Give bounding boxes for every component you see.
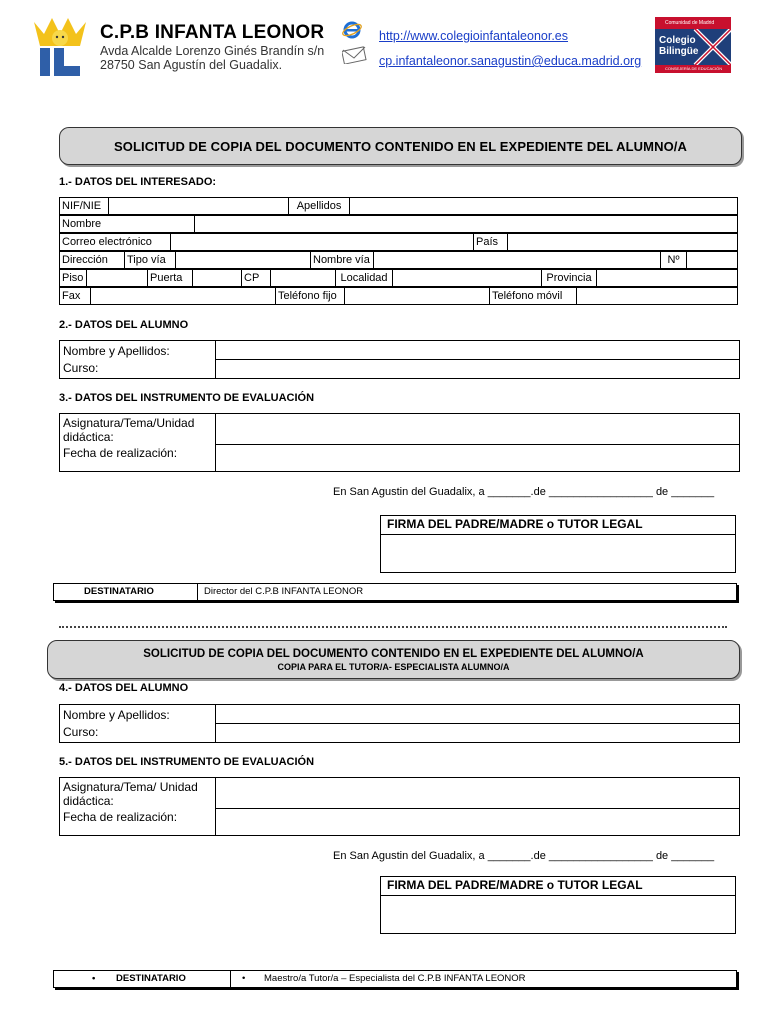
- apellidos-field[interactable]: [349, 198, 737, 215]
- fax-field[interactable]: [91, 288, 276, 305]
- firma-box: [380, 515, 736, 573]
- firma-box-2: [380, 876, 736, 934]
- firma-signature-area[interactable]: [381, 535, 735, 572]
- piso-field[interactable]: [87, 270, 148, 287]
- destinatario-value: Director del C.P.B INFANTA LEONOR: [204, 586, 364, 597]
- address-line-1: Avda Alcalde Lorenzo Ginés Brandín s/n: [100, 44, 325, 58]
- nombre-via-label: Nombre vía: [311, 252, 374, 269]
- fecha-label-2: Fecha de realización:: [63, 810, 178, 824]
- section-1-heading: 1.- DATOS DEL INTERESADO:: [59, 176, 217, 188]
- apellidos-label: Apellidos: [289, 198, 350, 215]
- nombre-apellidos-label-2: Nombre y Apellidos:: [63, 708, 170, 722]
- nif-field[interactable]: [108, 198, 288, 215]
- email-icon: [342, 46, 368, 64]
- piso-label: Piso: [60, 270, 87, 287]
- telefono-movil-label: Teléfono móvil: [490, 288, 577, 305]
- nombre-label: Nombre: [60, 216, 195, 233]
- curso-field-2[interactable]: [216, 724, 738, 741]
- fecha-label: Fecha de realización:: [63, 446, 178, 460]
- form2-subtitle: COPIA PARA EL TUTOR/A- ESPECIALISTA ALUMNO/A: [277, 662, 510, 672]
- asignatura-label-2: Asignatura/Tema/ Unidad didáctica:: [63, 780, 198, 808]
- asignatura-field[interactable]: [216, 414, 738, 443]
- section-3-heading: 3.- DATOS DEL INSTRUMENTO DE EVALUACIÓN: [59, 392, 315, 404]
- firma-title-2: FIRMA DEL PADRE/MADRE o TUTOR LEGAL: [381, 877, 735, 896]
- asignatura-field-2[interactable]: [216, 778, 738, 807]
- localidad-field[interactable]: [393, 270, 542, 287]
- destinatario-label: DESTINATARIO: [54, 584, 198, 600]
- telefono-fijo-label: Teléfono fijo: [276, 288, 345, 305]
- curso-label: Curso:: [63, 361, 99, 375]
- direccion-label: Dirección: [60, 252, 125, 269]
- nif-label: NIF/NIE: [60, 198, 109, 215]
- pais-field[interactable]: [508, 234, 738, 251]
- fecha-field[interactable]: [216, 445, 738, 470]
- section-4-heading: 4.- DATOS DEL ALUMNO: [59, 682, 189, 694]
- bullet-2: •: [242, 973, 246, 984]
- correo-label: Correo electrónico: [60, 234, 171, 251]
- firma-signature-area-2[interactable]: [381, 896, 735, 933]
- telefono-movil-field[interactable]: [577, 288, 738, 305]
- curso-field[interactable]: [216, 360, 738, 377]
- section-5-heading: 5.- DATOS DEL INSTRUMENTO DE EVALUACIÓN: [59, 756, 315, 768]
- internet-explorer-icon: [342, 20, 362, 40]
- website-link[interactable]: http://www.colegioinfantaleonor.es: [379, 29, 569, 43]
- correo-field[interactable]: [171, 234, 474, 251]
- localidad-label: Localidad: [336, 270, 393, 287]
- bilingual-school-badge: Comunidad de Madrid Colegio Bilingüe CONSEJERÍA DE EDUCACIÓN: [655, 17, 731, 73]
- firma-title: FIRMA DEL PADRE/MADRE o TUTOR LEGAL: [381, 516, 735, 535]
- cut-line: [59, 626, 727, 628]
- destinatario-box: [53, 583, 737, 601]
- curso-label-2: Curso:: [63, 725, 99, 739]
- numero-field[interactable]: [687, 252, 738, 269]
- alumno-box: [59, 340, 740, 379]
- nombre-apellidos-field-2[interactable]: [216, 705, 738, 722]
- provincia-field[interactable]: [597, 270, 738, 287]
- school-logo: [30, 14, 90, 78]
- destinatario-box-2: [53, 970, 737, 988]
- numero-label: Nº: [661, 252, 687, 269]
- nombre-via-field[interactable]: [374, 252, 661, 269]
- tipo-via-field[interactable]: [176, 252, 311, 269]
- cp-label: CP: [242, 270, 271, 287]
- alumno-box-2: [59, 704, 740, 743]
- provincia-label: Provincia: [542, 270, 597, 287]
- puerta-field[interactable]: [193, 270, 242, 287]
- email-link[interactable]: cp.infantaleonor.sanagustin@educa.madrid.org: [379, 54, 642, 68]
- nombre-apellidos-field[interactable]: [216, 341, 738, 358]
- puerta-label: Puerta: [148, 270, 193, 287]
- interesado-table: [59, 197, 738, 215]
- form2-title-box: [47, 640, 740, 679]
- destinatario-value-2: Maestro/a Tutor/a – Especialista del C.P.B INFANTA LEONOR: [264, 973, 526, 984]
- school-name: C.P.B INFANTA LEONOR: [100, 22, 325, 43]
- form-title: SOLICITUD DE COPIA DEL DOCUMENTO CONTENIDO EN EL EXPEDIENTE DEL ALUMNO/A: [59, 127, 742, 165]
- address-line-2: 28750 San Agustín del Guadalix.: [100, 58, 283, 72]
- fecha-field-2[interactable]: [216, 809, 738, 834]
- pais-label: País: [474, 234, 508, 251]
- evaluacion-box-2: [59, 777, 740, 836]
- destinatario-label-2: DESTINATARIO: [116, 973, 186, 984]
- tipo-via-label: Tipo vía: [125, 252, 176, 269]
- telefono-fijo-field[interactable]: [345, 288, 490, 305]
- cp-field[interactable]: [271, 270, 336, 287]
- nombre-apellidos-label: Nombre y Apellidos:: [63, 344, 170, 358]
- bullet-1: •: [92, 973, 96, 984]
- date-place-line: En San Agustin del Guadalix, a _______.de _________________ de _______: [333, 486, 715, 498]
- evaluacion-box: [59, 413, 740, 472]
- badge-text: Colegio Bilingüe: [659, 35, 699, 57]
- date-place-line-2: En San Agustin del Guadalix, a _______.de _________________ de _______: [333, 850, 715, 862]
- section-2-heading: 2.- DATOS DEL ALUMNO: [59, 319, 189, 331]
- fax-label: Fax: [60, 288, 91, 305]
- nombre-field[interactable]: [195, 216, 738, 233]
- form2-title: SOLICITUD DE COPIA DEL DOCUMENTO CONTENIDO EN EL EXPEDIENTE DEL ALUMNO/A: [143, 648, 644, 660]
- asignatura-label: Asignatura/Tema/Unidad didáctica:: [63, 416, 195, 444]
